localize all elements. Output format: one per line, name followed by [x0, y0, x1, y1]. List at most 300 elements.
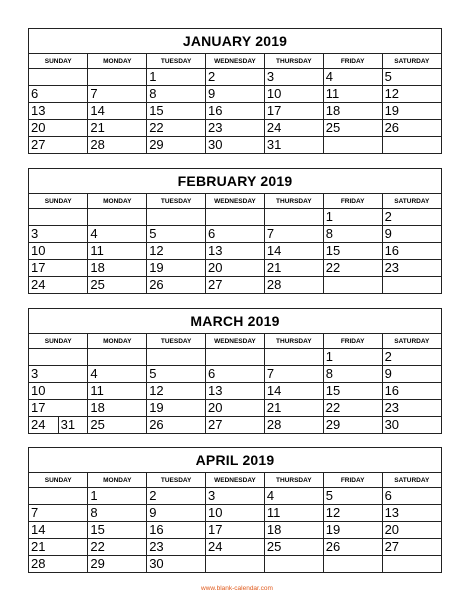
day-number: 10 [31, 383, 46, 398]
day-cell [29, 383, 88, 400]
day-number: 16 [384, 383, 400, 398]
day-cell [264, 137, 323, 154]
day-cell [264, 86, 323, 103]
day-number: 15 [149, 103, 164, 118]
day-number: 13 [384, 505, 400, 520]
day-number: 24 [208, 539, 223, 554]
weekday-header: THURSDAY [264, 194, 323, 209]
week-row [29, 69, 441, 86]
day-cell [382, 556, 441, 573]
day-number: 6 [208, 226, 216, 241]
weekday-header: TUESDAY [147, 194, 206, 209]
day-number: 20 [208, 260, 223, 275]
day-number: 1 [90, 488, 98, 503]
day-number: 17 [208, 522, 223, 537]
day-number: 3 [31, 226, 39, 241]
day-cell [206, 400, 265, 417]
day-cell [264, 417, 323, 434]
day-cell [88, 556, 147, 573]
day-cell [88, 209, 147, 226]
month-grid [29, 334, 441, 433]
day-number: 27 [208, 417, 223, 432]
day-cell [206, 209, 265, 226]
day-number: 28 [266, 417, 282, 432]
day-cell [29, 505, 88, 522]
day-cell [88, 86, 147, 103]
day-cell [147, 383, 206, 400]
day-number: 17 [31, 260, 46, 275]
day-number: 27 [384, 539, 400, 554]
day-cell [323, 522, 382, 539]
day-cell [323, 488, 382, 505]
day-number: 1 [325, 209, 333, 224]
day-number: 29 [325, 417, 341, 432]
day-cell [206, 103, 265, 120]
day-cell [382, 400, 441, 417]
day-number: 11 [90, 243, 104, 258]
day-cell [147, 137, 206, 154]
day-cell [147, 243, 206, 260]
weekday-header: SUNDAY [29, 194, 88, 209]
day-cell [147, 539, 206, 556]
day-cell [29, 260, 88, 277]
day-cell [323, 417, 382, 434]
day-number: 11 [90, 383, 104, 398]
day-cell [206, 243, 265, 260]
day-number: 7 [266, 226, 275, 241]
day-number: 14 [31, 522, 46, 537]
weekday-header: FRIDAY [323, 473, 382, 488]
day-cell [29, 400, 88, 417]
day-cell [147, 103, 206, 120]
day-cell [382, 209, 441, 226]
day-number: 16 [149, 522, 164, 537]
day-cell [264, 209, 323, 226]
day-number: 6 [208, 366, 216, 381]
day-cell [88, 366, 147, 383]
day-cell [29, 209, 88, 226]
day-number: 13 [31, 103, 46, 118]
day-cell [29, 120, 88, 137]
weekday-header: TUESDAY [147, 54, 206, 69]
day-number: 12 [325, 505, 341, 520]
day-cell [264, 488, 323, 505]
day-cell [206, 522, 265, 539]
weekday-header: SATURDAY [382, 194, 441, 209]
day-number: 8 [325, 226, 333, 241]
day-number: 1 [149, 69, 157, 84]
day-cell [206, 226, 265, 243]
day-cell [382, 226, 441, 243]
weekday-header: MONDAY [88, 54, 147, 69]
day-cell [88, 69, 147, 86]
weekday-header: SUNDAY [29, 334, 88, 349]
day-number: 20 [384, 522, 400, 537]
day-cell [264, 226, 323, 243]
weekday-header: SUNDAY [29, 473, 88, 488]
day-number: 2 [149, 488, 157, 503]
day-number: 11 [266, 505, 281, 520]
week-row [29, 226, 441, 243]
day-number: 10 [266, 86, 282, 101]
day-number: 21 [266, 260, 282, 275]
day-number: 29 [90, 556, 105, 571]
day-cell [323, 86, 382, 103]
day-number: 20 [208, 400, 223, 415]
weekday-header: WEDNESDAY [206, 473, 265, 488]
day-cell [206, 417, 265, 434]
month-block [28, 28, 442, 154]
day-cell [29, 349, 88, 366]
day-cell [323, 277, 382, 294]
day-cell [29, 417, 88, 434]
weekday-header: FRIDAY [323, 54, 382, 69]
day-number: 19 [384, 103, 400, 118]
day-cell [147, 400, 206, 417]
day-cell [323, 260, 382, 277]
weekday-header: SATURDAY [382, 54, 441, 69]
day-number: 1 [325, 349, 333, 364]
day-number: 4 [325, 69, 333, 84]
weekday-header: WEDNESDAY [206, 54, 265, 69]
day-cell [206, 488, 265, 505]
month-grid [29, 473, 441, 572]
weekday-header-row [29, 54, 441, 69]
day-cell [206, 539, 265, 556]
day-number: 31 [58, 417, 88, 433]
day-number: 10 [208, 505, 223, 520]
weekday-header-row [29, 334, 441, 349]
day-cell [264, 69, 323, 86]
week-row [29, 539, 441, 556]
day-number: 18 [90, 260, 105, 275]
day-cell [382, 417, 441, 434]
day-cell [264, 556, 323, 573]
day-cell [29, 366, 88, 383]
day-number: 30 [149, 556, 164, 571]
month-title: MARCH 2019 [29, 309, 441, 334]
day-cell [382, 86, 441, 103]
weekday-header: WEDNESDAY [206, 334, 265, 349]
weekday-header: SATURDAY [382, 473, 441, 488]
day-cell [264, 539, 323, 556]
month-block [28, 447, 442, 573]
day-cell [206, 86, 265, 103]
day-cell [382, 366, 441, 383]
day-cell [323, 383, 382, 400]
weekday-header: MONDAY [88, 473, 147, 488]
day-cell [264, 120, 323, 137]
day-number: 7 [31, 505, 39, 520]
day-cell [147, 260, 206, 277]
day-number: 26 [149, 277, 164, 292]
day-cell [88, 243, 147, 260]
weekday-header: SUNDAY [29, 54, 88, 69]
day-cell [29, 137, 88, 154]
month-title: FEBRUARY 2019 [29, 169, 441, 194]
day-number: 15 [325, 243, 341, 258]
day-number: 27 [208, 277, 223, 292]
day-cell [29, 243, 88, 260]
day-number: 30 [208, 137, 223, 152]
day-number: 9 [384, 366, 392, 381]
day-number: 24 [266, 120, 282, 135]
day-cell [147, 69, 206, 86]
day-cell [323, 137, 382, 154]
day-number: 25 [266, 539, 282, 554]
day-number: 11 [325, 86, 340, 101]
day-number: 30 [384, 417, 400, 432]
weekday-header: THURSDAY [264, 334, 323, 349]
day-number: 28 [31, 556, 46, 571]
day-number: 12 [384, 86, 400, 101]
day-number: 23 [208, 120, 223, 135]
month-block [28, 168, 442, 294]
day-cell [88, 522, 147, 539]
month-title: JANUARY 2019 [29, 29, 441, 54]
week-row [29, 349, 441, 366]
day-number: 9 [208, 86, 216, 101]
day-cell [323, 226, 382, 243]
day-cell [382, 120, 441, 137]
day-cell [147, 226, 206, 243]
day-number: 15 [90, 522, 105, 537]
day-cell [147, 277, 206, 294]
weekday-header: MONDAY [88, 334, 147, 349]
day-number: 18 [325, 103, 341, 118]
day-cell [323, 400, 382, 417]
day-number: 13 [208, 243, 223, 258]
day-cell [382, 383, 441, 400]
week-row [29, 120, 441, 137]
day-number: 5 [149, 366, 157, 381]
day-number: 27 [31, 137, 46, 152]
day-number: 22 [90, 539, 105, 554]
day-number: 17 [266, 103, 282, 118]
day-number: 5 [325, 488, 333, 503]
day-number: 29 [149, 137, 164, 152]
day-cell [88, 488, 147, 505]
day-number: 3 [208, 488, 216, 503]
day-cell [323, 556, 382, 573]
day-cell [382, 243, 441, 260]
day-number: 2 [208, 69, 216, 84]
day-cell [206, 69, 265, 86]
day-cell [206, 556, 265, 573]
day-cell [323, 103, 382, 120]
day-cell [206, 277, 265, 294]
day-number: 21 [266, 400, 282, 415]
day-cell [382, 522, 441, 539]
day-cell [88, 260, 147, 277]
day-number: 10 [31, 243, 46, 258]
day-cell [323, 366, 382, 383]
day-number: 9 [149, 505, 157, 520]
day-number: 8 [90, 505, 98, 520]
day-number: 4 [266, 488, 275, 503]
day-cell [29, 539, 88, 556]
day-number: 7 [266, 366, 275, 381]
week-row [29, 488, 441, 505]
day-cell [382, 539, 441, 556]
day-number: 12 [149, 383, 164, 398]
day-number: 5 [384, 69, 392, 84]
day-number: 26 [325, 539, 341, 554]
day-cell [206, 260, 265, 277]
day-cell [264, 349, 323, 366]
day-cell [147, 86, 206, 103]
day-cell [323, 539, 382, 556]
weekday-header: MONDAY [88, 194, 147, 209]
day-cell [88, 417, 147, 434]
day-cell [382, 260, 441, 277]
day-number: 22 [325, 260, 341, 275]
day-cell [147, 505, 206, 522]
day-number: 18 [266, 522, 282, 537]
day-number: 25 [90, 417, 105, 432]
weekday-header: TUESDAY [147, 473, 206, 488]
split-day-cell [29, 417, 87, 433]
day-cell [88, 349, 147, 366]
day-cell [29, 103, 88, 120]
day-cell [88, 400, 147, 417]
weekday-header: THURSDAY [264, 473, 323, 488]
day-number: 8 [325, 366, 333, 381]
day-cell [323, 349, 382, 366]
day-cell [264, 383, 323, 400]
month-block [28, 308, 442, 434]
weekday-header-row [29, 473, 441, 488]
day-cell [147, 488, 206, 505]
day-cell [88, 137, 147, 154]
day-cell [206, 383, 265, 400]
weekday-header: THURSDAY [264, 54, 323, 69]
day-number: 24 [31, 417, 46, 432]
day-cell [264, 103, 323, 120]
day-cell [147, 417, 206, 434]
day-number: 16 [208, 103, 223, 118]
day-number: 3 [266, 69, 275, 84]
week-row [29, 103, 441, 120]
month-title: APRIL 2019 [29, 448, 441, 473]
day-cell [382, 505, 441, 522]
day-number: 22 [325, 400, 341, 415]
day-number: 4 [90, 366, 98, 381]
day-number: 18 [90, 400, 105, 415]
day-number: 7 [90, 86, 98, 101]
day-cell [382, 69, 441, 86]
day-cell [147, 209, 206, 226]
day-cell [29, 226, 88, 243]
month-grid [29, 194, 441, 293]
day-cell [264, 277, 323, 294]
day-cell [323, 120, 382, 137]
day-number: 14 [90, 103, 105, 118]
week-row [29, 277, 441, 294]
day-number: 13 [208, 383, 223, 398]
day-number: 3 [31, 366, 39, 381]
day-cell [382, 488, 441, 505]
weekday-header: WEDNESDAY [206, 194, 265, 209]
day-cell [264, 260, 323, 277]
day-cell [88, 120, 147, 137]
day-cell [206, 366, 265, 383]
day-cell [147, 522, 206, 539]
day-number: 19 [149, 260, 164, 275]
day-cell [264, 366, 323, 383]
day-number: 28 [90, 137, 105, 152]
day-number: 23 [149, 539, 164, 554]
day-number: 15 [325, 383, 341, 398]
week-row [29, 243, 441, 260]
day-cell [29, 522, 88, 539]
week-row [29, 522, 441, 539]
day-cell [29, 556, 88, 573]
footer-url[interactable]: www.blank-calendar.com [201, 585, 273, 592]
day-number: 8 [149, 86, 157, 101]
day-number: 26 [149, 417, 164, 432]
day-cell [147, 556, 206, 573]
weekday-header-row [29, 194, 441, 209]
day-cell [88, 277, 147, 294]
day-number: 31 [266, 137, 282, 152]
day-cell [264, 243, 323, 260]
day-cell [88, 226, 147, 243]
day-cell [206, 349, 265, 366]
week-row [29, 260, 441, 277]
day-number: 9 [384, 226, 392, 241]
day-cell [382, 277, 441, 294]
day-cell [382, 137, 441, 154]
day-cell [323, 209, 382, 226]
day-number: 19 [149, 400, 164, 415]
day-number: 22 [149, 120, 164, 135]
day-cell [29, 277, 88, 294]
day-number: 25 [90, 277, 105, 292]
day-number: 16 [384, 243, 400, 258]
day-number: 4 [90, 226, 98, 241]
day-cell [88, 505, 147, 522]
day-cell [88, 103, 147, 120]
day-number: 21 [90, 120, 105, 135]
day-cell [323, 505, 382, 522]
day-number: 23 [384, 260, 400, 275]
day-number: 5 [149, 226, 157, 241]
day-number: 24 [31, 277, 46, 292]
weekday-header: FRIDAY [323, 194, 382, 209]
day-number: 2 [384, 209, 392, 224]
weekday-header: FRIDAY [323, 334, 382, 349]
day-cell [88, 539, 147, 556]
day-cell [323, 243, 382, 260]
day-number: 12 [149, 243, 164, 258]
month-grid [29, 54, 441, 153]
day-cell [264, 400, 323, 417]
day-cell [382, 103, 441, 120]
day-number: 26 [384, 120, 400, 135]
day-cell [29, 488, 88, 505]
week-row [29, 366, 441, 383]
day-cell [147, 120, 206, 137]
day-cell [323, 69, 382, 86]
day-cell [264, 505, 323, 522]
week-row [29, 400, 441, 417]
weekday-header: SATURDAY [382, 334, 441, 349]
day-number: 25 [325, 120, 341, 135]
day-cell [264, 522, 323, 539]
day-cell [29, 69, 88, 86]
week-row [29, 505, 441, 522]
